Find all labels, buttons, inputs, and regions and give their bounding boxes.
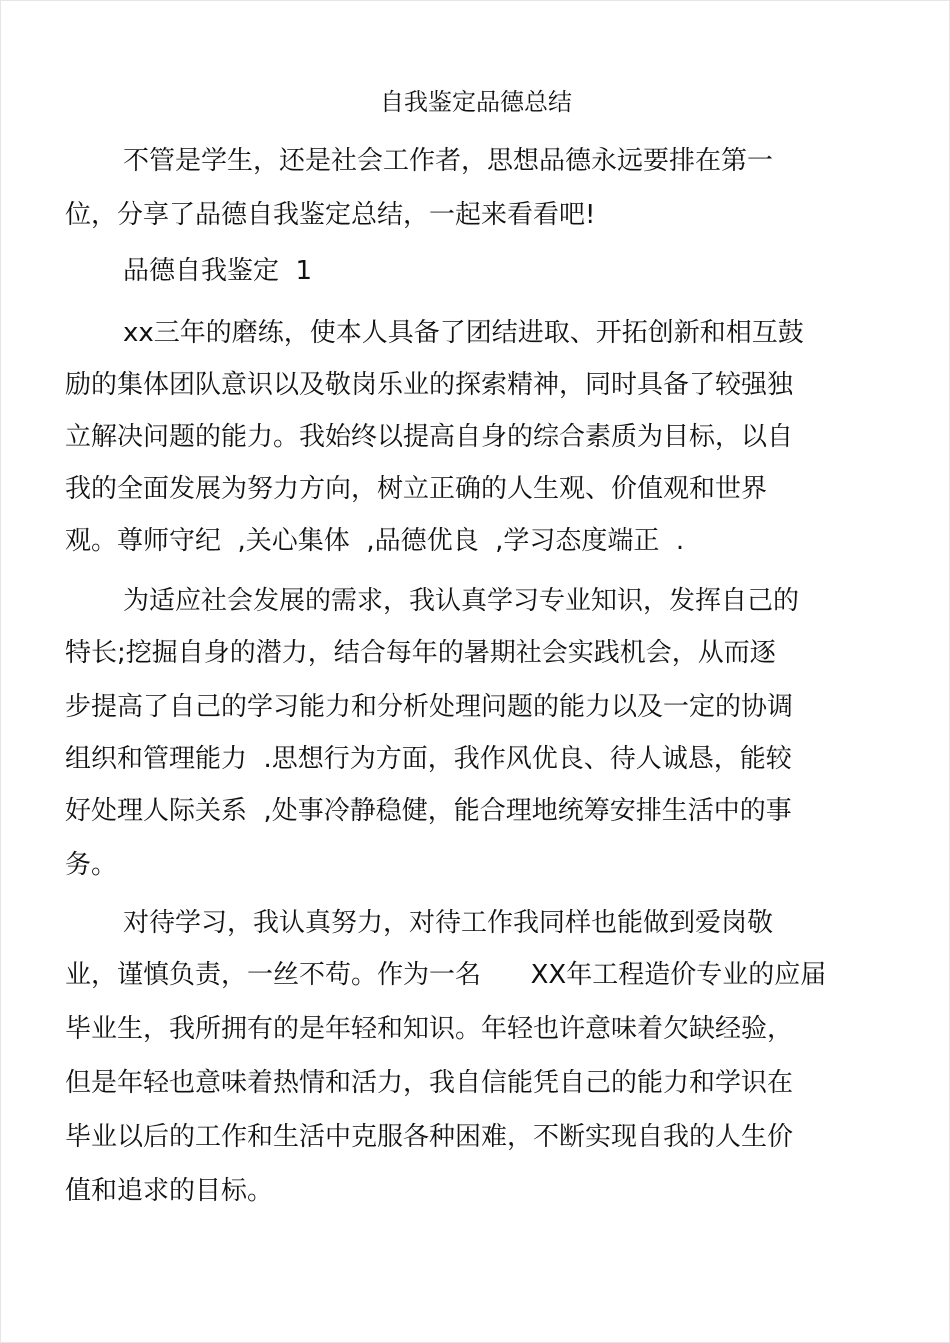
paragraph-line: 为适应社会发展的需求，我认真学习专业知识，发挥自己的 [123, 586, 800, 616]
paragraph-line: 立解决问题的能力。我始终以提高自身的综合素质为目标，以自 [65, 422, 794, 452]
paragraph-line: 业，谨慎负责，一丝不苟。作为一名 XX年工程造价专业的应届 [65, 960, 827, 990]
paragraph-line: 毕业以后的工作和生活中克服各种困难，不断实现自我的人生价 [65, 1122, 794, 1152]
paragraph-line: 值和追求的目标。 [65, 1176, 274, 1206]
paragraph-line: xx三年的磨练，使本人具备了团结进取、开拓创新和相互鼓 [123, 318, 804, 348]
paragraph-line: 特长;挖掘自身的潜力，结合每年的暑期社会实践机会，从而逐 [65, 638, 776, 668]
paragraph-line: 观。尊师守纪 ,关心集体 ,品德优良 ,学习态度端正 . [65, 526, 685, 556]
paragraph-line: 不管是学生，还是社会工作者，思想品德永远要排在第一 [123, 146, 774, 176]
document-title: 自我鉴定品德总结 [380, 88, 572, 116]
paragraph-line: 步提高了自己的学习能力和分析处理问题的能力以及一定的协调 [65, 692, 794, 722]
paragraph-line: 我的全面发展为努力方向，树立正确的人生观、价值观和世界 [65, 474, 768, 504]
paragraph-line: 务。 [65, 850, 118, 880]
paragraph-line: 毕业生，我所拥有的是年轻和知识。年轻也许意味着欠缺经验， [65, 1014, 794, 1044]
paragraph-line: 对待学习，我认真努力，对待工作我同样也能做到爱岗敬 [123, 908, 774, 938]
paragraph-line: 组织和管理能力 .思想行为方面，我作风优良、待人诚恳，能较 [65, 744, 792, 774]
paragraph-line: 好处理人际关系 ,处事冷静稳健，能合理地统筹安排生活中的事 [65, 796, 792, 826]
section-heading: 品德自我鉴定 1 [123, 256, 313, 286]
paragraph-line: 但是年轻也意味着热情和活力，我自信能凭自己的能力和学识在 [65, 1068, 794, 1098]
paragraph-line: 位，分享了品德自我鉴定总结，一起来看看吧! [65, 200, 596, 230]
paragraph-line: 励的集体团队意识以及敬岗乐业的探索精神，同时具备了较强独 [65, 370, 794, 400]
